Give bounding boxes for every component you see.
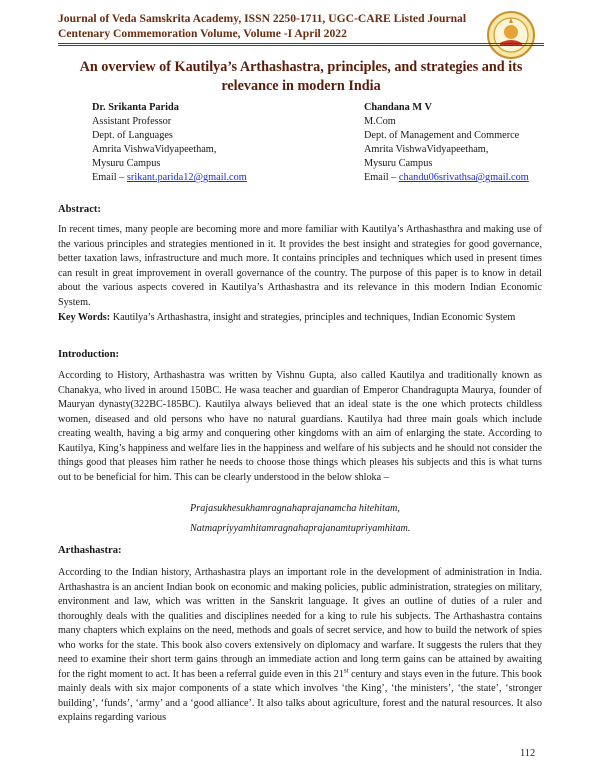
author-name: Chandana M V: [364, 102, 432, 113]
author-institution: Amrita VishwaVidyapeetham,: [364, 144, 489, 155]
author-name: Dr. Srikanta Parida: [92, 102, 179, 113]
keywords-label: Key Words:: [58, 312, 111, 323]
author-campus: Mysuru Campus: [92, 158, 161, 169]
introduction-heading: Introduction:: [58, 349, 120, 360]
email-link[interactable]: srikant.parida12@gmail.com: [126, 172, 247, 183]
introduction-text: According to History, Arthashastra was written by Vishnu Gupta, also called Kautilya and traditionally known as Chanakya, who lived in around 150BC. He wasa teacher and guardian of Emperor Chandragupta Maurya, founder of Mauryan dynasty(322BC-185BC). Kautilya always believed that an ideal state is the one which protects childless women, diseased and old persons who have no natural guardians. Kautilya had three main goals which include creating wealth, having a big army and conquering other kingdoms with an aim of enlarging the state. According to Kautilya, King’s happiness and welfare lies in the happiness and welfare of his subjects and he should not consider the things good that pleases him rather he needs to choose those things which pleases his subjects and this is what turns out to be beneficial for him. This can be clearly understood in the below shloka –: [58, 370, 542, 483]
arthashastra-text: [58, 566, 542, 726]
email-link[interactable]: chandu06srivathsa@gmail.com: [398, 172, 529, 183]
email-label: Email –: [92, 172, 127, 183]
arthashastra-heading: Arthashastra:: [58, 545, 122, 556]
author-dept: Dept. of Languages: [92, 130, 173, 141]
journal-title-line: Journal of Veda Samskrita Academy, ISSN 2250-1711, UGC-CARE Listed Journal: [58, 12, 467, 25]
author-dept: Dept. of Management and Commerce: [364, 130, 520, 141]
author-email-line: [364, 171, 529, 185]
journal-volume-line: Centenary Commemoration Volume, Volume -I April 2022: [58, 26, 347, 40]
author-role: M.Com: [364, 116, 396, 127]
shloka-line-1: Prajasukhesukhamragnahaprajanamcha hitehitam,: [190, 503, 400, 514]
abstract-text: In recent times, many people are becoming more and more familiar with Kautilya’s Arthashasthra and making use of the various principles and strategies mentioned in it. It provides the best insight and strategies for good governance, better taxation laws, infrastructure and much more. It contains principles and techniques which used in present times can result in great improvement in overall governance of the country. The purpose of this paper is to know in detail about the various aspects covered in Kautilya’s Arthashastra and its relevance in this modern Indian Economic System.: [58, 224, 542, 308]
header-divider: [58, 43, 544, 44]
superscript-st: st: [343, 666, 349, 675]
author-block-1: [92, 101, 247, 185]
abstract-heading: Abstract:: [58, 204, 101, 215]
author-role: Assistant Professor: [92, 116, 172, 127]
author-block-2: [364, 101, 529, 185]
email-label: Email –: [364, 172, 399, 183]
keywords-paragraph: [58, 311, 542, 326]
arthashastra-text-part2: century and stays even in the future. This book mainly deals with six major components of a state which involves ‘the King’, ‘the ministers’, ‘the state’, ‘stronger building’, ‘funds’, ‘army’ and a ‘good alliance’. It also talks about agriculture, forest and the natural resources. It also explains regarding various: [58, 668, 542, 723]
keywords-text: Kautilya’s Arthashastra, insight and strategies, principles and techniques, Indian Economic System: [110, 312, 516, 323]
header-divider-2: [58, 45, 544, 46]
author-institution: Amrita VishwaVidyapeetham,: [92, 144, 217, 155]
author-campus: Mysuru Campus: [364, 158, 433, 169]
arthashastra-text-part1: According to the Indian history, Arthashastra plays an important role in the development of administration in India. Arthashastra is an ancient Indian book on economic and making policies, public administration, strategies on military, environment and law, which was written in the Sanskrit language. It gives an outline of duties of a ruler and thoroughly deals with the qualities and disciplines needed for a king to rule his subjects. The Arthashastra contains many chapters which explains on the need, methods and goals of secret service, and how to build the network of spies who works for the state. This book also covers extensively on diplomacy and warfare. It suggests the rulers that they need to examine their short term gains through an immediate action and long term gains can be attained by awaiting for the right moment to act. It has been a referral guide even in this 21: [58, 567, 542, 680]
shloka-line-2: Natmapriyyamhitamragnahaprajanamtupriyamhitam.: [190, 523, 411, 534]
paper-title: An overview of Kautilya’s Arthashastra, principles, and strategies and its relevance in modern India: [79, 59, 523, 94]
page-number: 112: [520, 748, 536, 759]
academy-logo-icon: [486, 10, 536, 60]
journal-header: [58, 12, 478, 41]
author-email-line: [92, 171, 247, 185]
